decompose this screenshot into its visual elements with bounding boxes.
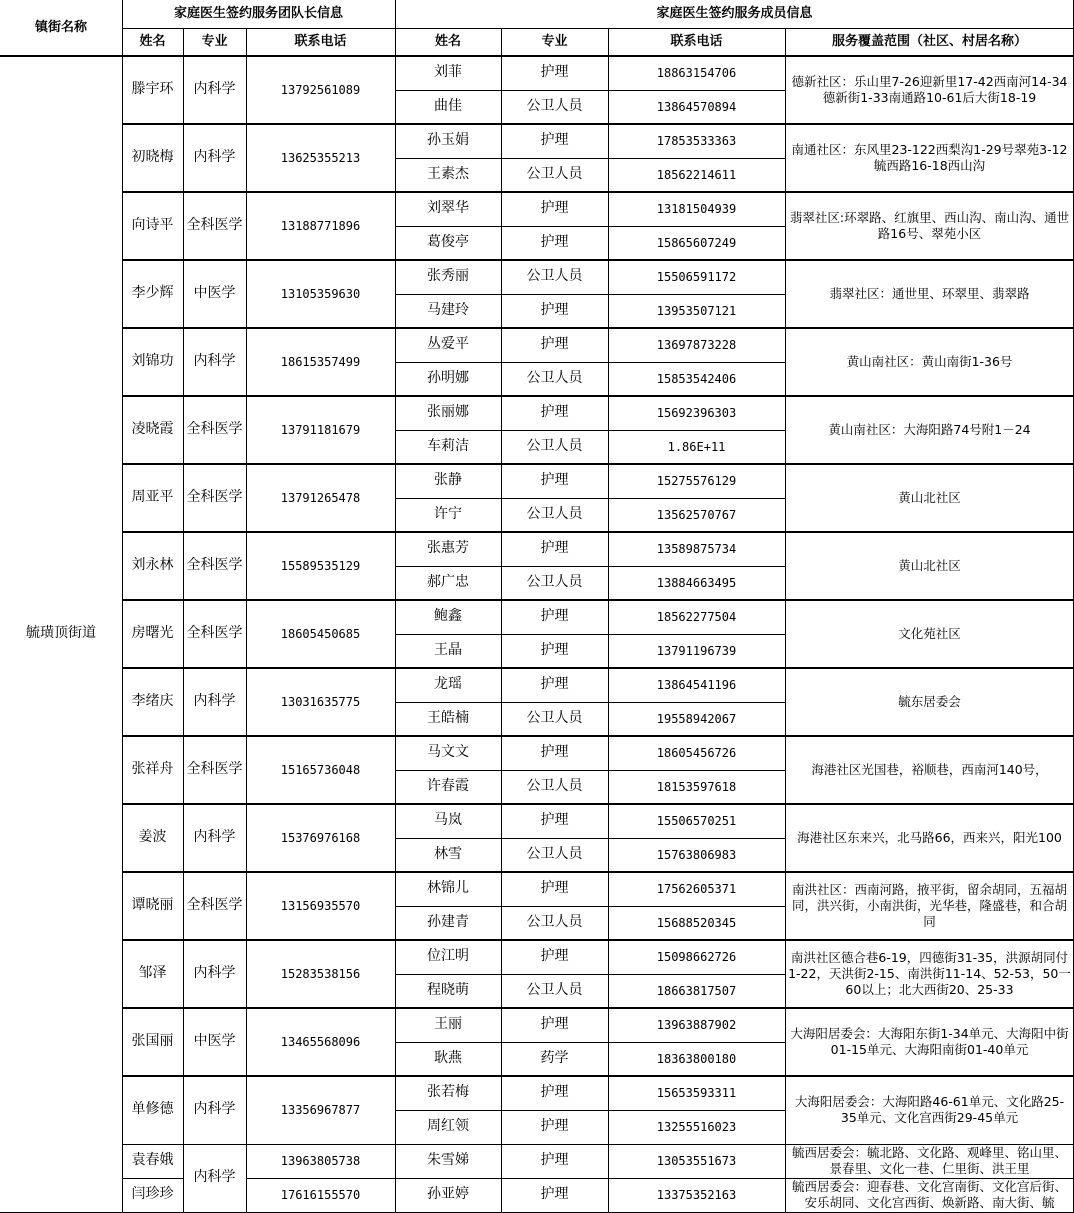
leader-spec: 全科医学 [186,557,243,574]
leader-spec: 内科学 [193,829,236,846]
member-spec: 公卫人员 [526,506,583,523]
member-name: 马岚 [434,812,462,829]
member-phone: 15692396303 [656,405,737,420]
leader-phone: 13791265478 [280,490,361,505]
member-name: 车莉洁 [427,438,469,455]
member-spec: 公卫人员 [526,370,583,387]
member-name: 许春霞 [427,778,469,795]
leader-phone: 13031635775 [280,694,361,709]
grid-line [122,0,123,1212]
coverage: 黄山北社区 [898,490,961,505]
leader-phone: 17616155570 [280,1187,361,1202]
grid-line [183,28,184,1212]
grid-line [0,55,1074,57]
grid-line [122,803,1074,805]
coverage: 黄山南社区：黄山南街1-36号 [846,354,1013,369]
leader-spec: 内科学 [193,353,236,370]
leader-name: 张祥舟 [131,761,174,778]
leader-phone: 13156935570 [280,898,361,913]
member-name: 王晶 [434,642,462,659]
grid-line [122,123,1074,125]
grid-line [785,28,786,1212]
grid-line [122,599,1074,601]
member-name: 鲍鑫 [434,608,462,625]
member-phone: 18863154706 [656,65,737,80]
member-spec: 护理 [540,132,569,149]
coverage: 黄山北社区 [898,558,961,573]
member-phone: 13375352163 [656,1187,737,1202]
grid-line [395,158,785,159]
leader-spec: 全科医学 [186,897,243,914]
member-spec: 护理 [540,1118,569,1135]
coverage: 翡翠社区:环翠路、红旗里、西山沟、南山沟、通世路16号、翠苑小区 [789,210,1070,241]
grid-line [395,0,396,1212]
leader-name: 初晓梅 [131,149,174,166]
grid-line [395,430,785,431]
coverage: 南洪社区：西南河路，掖平街，留余胡同，五福胡同，洪兴街，小南洪街，光华巷，隆盛巷，和合胡同 [791,882,1067,929]
grid-line [122,735,1074,737]
header-town: 镇街名称 [34,19,87,35]
grid-line [501,28,502,1212]
member-phone: 18663817507 [656,983,737,998]
grid-line [395,1110,785,1111]
member-phone: 1.86E+11 [667,439,726,454]
member-name: 孙玉娟 [427,132,469,149]
member-phone: 18153597618 [656,779,737,794]
member-name: 张惠芳 [427,540,469,557]
leader-name: 向诗平 [131,217,174,234]
member-phone: 13697873228 [656,337,737,352]
member-name: 周红领 [427,1118,469,1135]
member-spec: 护理 [540,642,569,659]
member-phone: 15098662726 [656,949,737,964]
leader-name: 凌晓霞 [131,421,174,438]
leader-name: 刘锦功 [131,353,174,370]
grid-line [122,939,1074,941]
member-name: 龙瑶 [434,676,462,693]
leader-name: 闫珍珍 [131,1186,174,1203]
coverage: 海港社区东来兴，北马路66，西来兴，阳光100 [797,830,1062,845]
member-name: 刘翠华 [427,200,469,217]
grid-line [246,28,247,1212]
member-name: 程晓萌 [427,982,469,999]
col-member-name: 姓名 [434,33,461,49]
member-spec: 护理 [540,1186,569,1203]
member-spec: 公卫人员 [526,438,583,455]
grid-line [122,327,1074,329]
leader-name: 周亚平 [131,489,174,506]
member-spec: 药学 [540,1050,569,1067]
member-name: 孙明娜 [427,370,469,387]
member-spec: 护理 [540,302,569,319]
grid-line [122,1007,1074,1009]
member-spec: 护理 [540,404,569,421]
member-phone: 15506570251 [656,813,737,828]
grid-line [395,634,785,635]
member-spec: 护理 [540,608,569,625]
member-phone: 13562570767 [656,507,737,522]
leader-phone: 15165736048 [280,762,361,777]
grid-line [395,702,785,703]
member-spec: 护理 [540,812,569,829]
leader-phone: 13465568096 [280,1034,361,1049]
member-phone: 18562214611 [656,167,737,182]
member-spec: 护理 [540,1152,569,1169]
leader-name: 房曙光 [131,625,174,642]
grid-line [122,1075,1074,1077]
member-spec: 护理 [540,948,569,965]
leader-spec: 全科医学 [186,761,243,778]
member-phone: 19558942067 [656,711,737,726]
member-phone: 13864570894 [656,99,737,114]
grid-line [122,667,1074,669]
member-name: 张丽娜 [427,404,469,421]
member-name: 朱雪娣 [427,1152,469,1169]
member-phone: 15653593311 [656,1085,737,1100]
member-spec: 护理 [540,1084,569,1101]
leader-phone: 13791181679 [280,422,361,437]
grid-line [122,1144,1074,1145]
member-name: 郝广忠 [427,574,469,591]
grid-line [395,566,785,567]
leader-spec: 全科医学 [186,217,243,234]
member-phone: 15865607249 [656,235,737,250]
grid-line [122,531,1074,533]
member-spec: 公卫人员 [526,846,583,863]
member-spec: 公卫人员 [526,574,583,591]
leader-spec: 内科学 [193,149,236,166]
member-spec: 公卫人员 [526,778,583,795]
member-spec: 公卫人员 [526,982,583,999]
grid-line [395,906,785,907]
col-member-phone: 联系电话 [670,33,723,49]
town-name: 毓璜顶街道 [26,625,96,642]
member-phone: 13963887902 [656,1017,737,1032]
coverage: 翡翠社区：通世里、环翠里、翡翠路 [829,286,1030,301]
member-phone: 13884663495 [656,575,737,590]
member-spec: 公卫人员 [526,166,583,183]
member-spec: 公卫人员 [526,914,583,931]
coverage: 南洪社区德合巷6-19，四德街31-35，洪源胡同付1-22，天洪街2-15、南洪街11-14、52-53，50一60以上；北大西街20、25-33 [788,950,1071,997]
member-spec: 公卫人员 [526,98,583,115]
leader-spec: 内科学 [193,1169,236,1186]
coverage: 毓西居委会：毓北路、文化路、观峰里、铭山里、景春里、文化一巷、仁里街、洪王里 [791,1145,1067,1176]
grid-line [395,498,785,499]
leader-name: 邹泽 [138,965,167,982]
member-spec: 护理 [540,744,569,761]
leader-spec: 内科学 [193,693,236,710]
leader-phone: 13625355213 [280,150,361,165]
leader-name: 滕宇环 [131,81,174,98]
member-name: 许宁 [434,506,462,523]
member-phone: 15275576129 [656,473,737,488]
coverage: 文化苑社区 [898,626,961,641]
member-spec: 护理 [540,234,569,251]
leader-name: 张国丽 [131,1033,174,1050]
grid-line [395,362,785,363]
leader-phone: 15283538156 [280,966,361,981]
leader-phone: 13356967877 [280,1102,361,1117]
member-phone: 15688520345 [656,915,737,930]
leader-spec: 全科医学 [186,625,243,642]
leader-name: 单修德 [131,1101,174,1118]
member-spec: 护理 [540,540,569,557]
member-phone: 18562277504 [656,609,737,624]
leader-spec: 内科学 [193,965,236,982]
grid-line [122,191,1074,193]
leader-spec: 内科学 [193,81,236,98]
member-name: 马建玲 [427,302,469,319]
member-spec: 护理 [540,472,569,489]
coverage: 大海阳居委会：大海阳路46-61单元、文化路25-35单元、文化宫西街29-45单元 [794,1094,1065,1125]
leader-spec: 内科学 [193,1101,236,1118]
member-spec: 护理 [540,64,569,81]
member-name: 位江明 [427,948,469,965]
grid-line [395,838,785,839]
coverage: 海港社区光国巷，裕顺巷，西南河140号， [811,762,1048,777]
grid-line [122,259,1074,261]
leader-name: 袁春娥 [131,1152,174,1169]
member-name: 孙亚婷 [427,1186,469,1203]
leader-name: 李少辉 [131,285,174,302]
grid-line [395,770,785,771]
member-phone: 13181504939 [656,201,737,216]
member-name: 葛俊亭 [427,234,469,251]
grid-line [395,1042,785,1043]
leader-phone: 13792561089 [280,82,361,97]
member-name: 刘菲 [434,64,462,81]
leader-name: 刘永林 [131,557,174,574]
grid-line [395,974,785,975]
member-name: 张若梅 [427,1084,469,1101]
grid-line [122,463,1074,465]
leader-phone: 13105359630 [280,286,361,301]
grid-line [246,1178,1074,1179]
member-phone: 17562605371 [656,881,737,896]
member-name: 丛爱平 [427,336,469,353]
coverage: 德新社区：乐山里7-26迎新里17-42西南河14-34德新街1-33南通路10-61后大街18-19 [791,74,1068,105]
coverage: 毓西居委会：迎春巷、文化宫南街、文化宫后街、安乐胡同、文化宫西街、焕新路、南大街、毓 [791,1179,1067,1210]
header-member-group: 家庭医生签约服务成员信息 [656,5,813,21]
member-name: 王皓楠 [427,710,469,727]
col-coverage: 服务覆盖范围（社区、村居名称） [831,33,1027,49]
member-spec: 公卫人员 [526,710,583,727]
member-phone: 13953507121 [656,303,737,318]
member-name: 王丽 [434,1016,462,1033]
grid-line [395,294,785,295]
col-member-spec: 专业 [541,33,568,49]
leader-phone: 18615357499 [280,354,361,369]
member-phone: 15853542406 [656,371,737,386]
leader-name: 谭晓丽 [131,897,174,914]
member-name: 孙建青 [427,914,469,931]
grid-line [122,871,1074,873]
member-name: 张秀丽 [427,268,469,285]
member-phone: 13791196739 [656,643,737,658]
col-leader-spec: 专业 [201,33,228,49]
member-name: 林锦儿 [427,880,469,897]
col-leader-name: 姓名 [139,33,166,49]
member-name: 张静 [434,472,462,489]
grid-line [395,226,785,227]
member-spec: 护理 [540,336,569,353]
member-phone: 17853533363 [656,133,737,148]
member-phone: 18605456726 [656,745,737,760]
grid-line [122,395,1074,397]
coverage: 黄山南社区：大海阳路74号附1－24 [828,422,1031,437]
leader-spec: 中医学 [193,285,236,302]
leader-phone: 13188771896 [280,218,361,233]
leader-name: 李绪庆 [131,693,174,710]
member-phone: 15763806983 [656,847,737,862]
coverage: 毓东居委会 [898,694,961,709]
member-phone: 18363800180 [656,1051,737,1066]
grid-line [122,28,1074,29]
member-name: 王素杰 [427,166,469,183]
member-spec: 护理 [540,880,569,897]
member-phone: 13864541196 [656,677,737,692]
member-phone: 13053551673 [656,1153,737,1168]
leader-phone: 15376976168 [280,830,361,845]
coverage: 大海阳居委会：大海阳东街1-34单元、大海阳中街01-15单元、大海阳南街01-40单元 [790,1026,1069,1057]
leader-phone: 18605450685 [280,626,361,641]
leader-phone: 15589535129 [280,558,361,573]
coverage: 南通社区：东风里23-122西梨沟1-29号翠苑3-12毓西路16-18西山沟 [791,142,1068,173]
member-spec: 公卫人员 [526,268,583,285]
leader-phone: 13963805738 [280,1153,361,1168]
member-spec: 护理 [540,676,569,693]
leader-spec: 中医学 [193,1033,236,1050]
member-name: 马文文 [427,744,469,761]
grid-line [608,28,609,1212]
member-name: 耿燕 [434,1050,462,1067]
grid-line [395,90,785,91]
member-spec: 护理 [540,1016,569,1033]
member-name: 林雪 [434,846,462,863]
member-phone: 13589875734 [656,541,737,556]
col-leader-phone: 联系电话 [294,33,347,49]
leader-name: 姜波 [138,829,167,846]
header-leader-group: 家庭医生签约服务团队长信息 [173,5,343,21]
leader-spec: 全科医学 [186,421,243,438]
leader-spec: 全科医学 [186,489,243,506]
member-spec: 护理 [540,200,569,217]
member-phone: 15506591172 [656,269,737,284]
grid-line [122,1178,183,1179]
member-phone: 13255516023 [656,1119,737,1134]
member-name: 曲佳 [434,98,462,115]
